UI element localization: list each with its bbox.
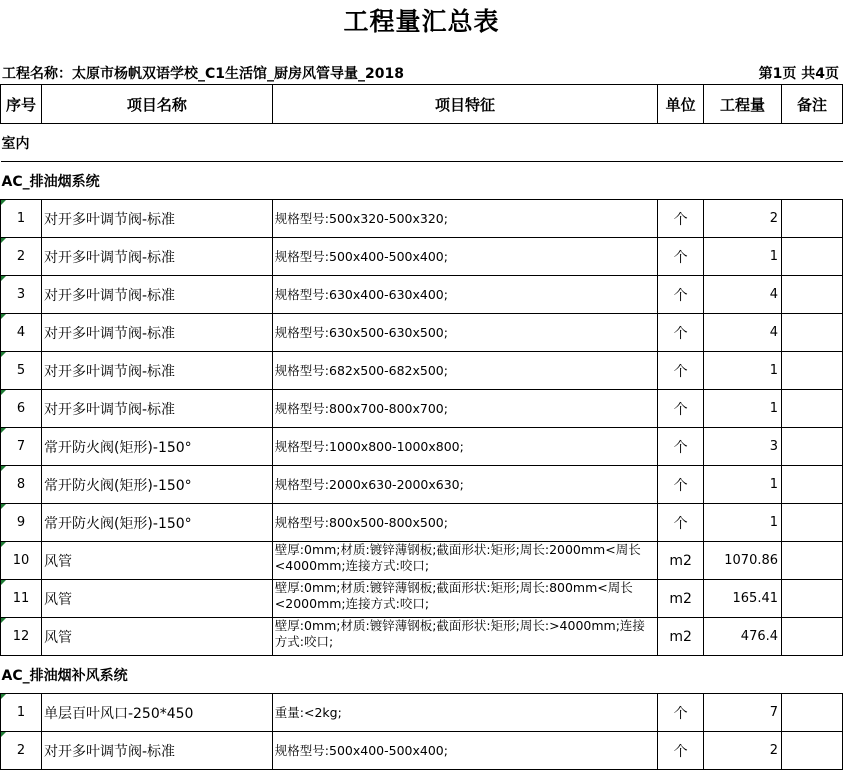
row-feature [272,580,657,618]
row-remark [782,276,843,314]
table-body [1,124,843,200]
table-row [1,504,843,542]
row-feature [272,732,657,770]
feature-text: 规格型号:2000x630-2000x630; [274,477,464,492]
feature-text: 规格型号:682x500-682x500; [274,363,448,378]
row-remark [782,618,843,656]
header-no: 序号 [1,85,42,124]
table-row [1,200,843,238]
row-no: 12 [1,618,42,656]
row-no: 2 [1,238,42,276]
feature-text: 规格型号:630x400-630x400; [274,287,448,302]
row-no: 1 [1,200,42,238]
feature-text: 规格型号:800x500-800x500; [274,515,448,530]
exhaust-rows [1,200,843,656]
header-name: 项目名称 [41,85,272,124]
quantity-table [0,84,843,770]
row-no: 5 [1,352,42,390]
row-unit: 个 [658,352,704,390]
row-qty: 1 [704,504,782,542]
makeup-air-rows [1,694,843,770]
row-qty: 4 [704,276,782,314]
row-qty: 165.41 [704,580,782,618]
row-remark [782,200,843,238]
cell-marker-icon [1,428,6,433]
feature-text: 规格型号:630x500-630x500; [274,325,448,340]
row-remark [782,314,843,352]
feature-text: 壁厚:0mm;材质:镀锌薄钢板;截面形状:矩形;周长:800mm<周长<2000mm;连接方式:咬口; [274,580,633,611]
page-title: 工程量汇总表 [343,7,500,36]
cell-marker-icon [1,542,6,547]
row-unit: 个 [658,314,704,352]
feature-text: 规格型号:500x400-500x400; [274,249,448,264]
row-no: 1 [1,694,42,732]
row-name: 风管 [41,580,272,618]
section-row-indoor [1,124,843,162]
row-unit: 个 [658,732,704,770]
row-remark [782,504,843,542]
row-no: 4 [1,314,42,352]
row-qty: 1 [704,352,782,390]
row-no: 7 [1,428,42,466]
table-row [1,732,843,770]
row-feature [272,466,657,504]
row-feature [272,314,657,352]
row-qty: 1070.86 [704,542,782,580]
row-feature [272,352,657,390]
row-qty: 476.4 [704,618,782,656]
table-header-row [1,85,843,124]
row-no: 10 [1,542,42,580]
row-unit: 个 [658,390,704,428]
row-qty: 1 [704,390,782,428]
feature-text: 规格型号:500x320-500x320; [274,211,448,226]
cell-marker-icon [1,618,6,623]
header-qty: 工程量 [704,85,782,124]
table-row [1,314,843,352]
row-name: 风管 [41,618,272,656]
page-indicator: 第1页 共4页 [758,66,839,82]
row-remark [782,580,843,618]
cell-marker-icon [1,200,6,205]
row-remark [782,542,843,580]
cell-marker-icon [1,276,6,281]
row-feature [272,428,657,466]
table-row [1,276,843,314]
header-remark: 备注 [782,85,843,124]
table-row [1,428,843,466]
row-qty: 7 [704,694,782,732]
row-no: 3 [1,276,42,314]
row-feature [272,200,657,238]
table-row [1,542,843,580]
document-meta [0,63,843,83]
feature-text: 规格型号:1000x800-1000x800; [274,439,464,454]
row-qty: 1 [704,238,782,276]
row-feature [272,694,657,732]
row-unit: 个 [658,694,704,732]
row-no: 8 [1,466,42,504]
row-unit: 个 [658,504,704,542]
row-unit: m2 [658,580,704,618]
row-no: 2 [1,732,42,770]
cell-marker-icon [1,694,6,699]
row-remark [782,390,843,428]
header-feature: 项目特征 [272,85,657,124]
row-name: 对开多叶调节阀-标准 [41,314,272,352]
feature-text: 重量:<2kg; [274,705,342,720]
table-row [1,466,843,504]
row-qty: 3 [704,428,782,466]
feature-text: 壁厚:0mm;材质:镀锌薄钢板;截面形状:矩形;周长:>4000mm;连接方式:咬口; [274,618,645,649]
row-feature [272,238,657,276]
project-name: 工程名称：太原市杨帆双语学校_C1生活馆_厨房风管导量_2018 [2,66,404,82]
row-qty: 2 [704,732,782,770]
row-unit: 个 [658,428,704,466]
row-name: 风管 [41,542,272,580]
row-no: 11 [1,580,42,618]
row-unit: 个 [658,466,704,504]
row-no: 9 [1,504,42,542]
table-row [1,390,843,428]
row-unit: 个 [658,200,704,238]
row-feature [272,618,657,656]
row-name: 对开多叶调节阀-标准 [41,352,272,390]
row-name: 常开防火阀(矩形)-150° [41,466,272,504]
row-unit: 个 [658,238,704,276]
header-unit: 单位 [658,85,704,124]
table-row [1,618,843,656]
row-remark [782,732,843,770]
row-name: 对开多叶调节阀-标准 [41,238,272,276]
feature-text: 规格型号:800x700-800x700; [274,401,448,416]
cell-marker-icon [1,504,6,509]
row-feature [272,504,657,542]
row-remark [782,466,843,504]
row-qty: 2 [704,200,782,238]
feature-text: 规格型号:500x400-500x400; [274,743,448,758]
section-label: AC_排油烟系统 [1,162,843,200]
section-row-exhaust [1,162,843,200]
feature-text: 壁厚:0mm;材质:镀锌薄钢板;截面形状:矩形;周长:2000mm<周长<4000mm;连接方式:咬口; [274,542,641,573]
row-unit: m2 [658,618,704,656]
row-unit: m2 [658,542,704,580]
row-remark [782,694,843,732]
cell-marker-icon [1,390,6,395]
row-name: 单层百叶风口-250*450 [41,694,272,732]
section-row-makeup-air [1,656,843,694]
row-name: 对开多叶调节阀-标准 [41,390,272,428]
row-feature [272,542,657,580]
row-unit: 个 [658,276,704,314]
row-feature [272,390,657,428]
row-remark [782,428,843,466]
row-name: 对开多叶调节阀-标准 [41,200,272,238]
table-row [1,238,843,276]
cell-marker-icon [1,732,6,737]
cell-marker-icon [1,238,6,243]
row-qty: 4 [704,314,782,352]
table-row [1,694,843,732]
row-remark [782,238,843,276]
section-label: AC_排油烟补风系统 [1,656,843,694]
row-name: 常开防火阀(矩形)-150° [41,504,272,542]
row-remark [782,352,843,390]
row-name: 对开多叶调节阀-标准 [41,732,272,770]
cell-marker-icon [1,314,6,319]
row-qty: 1 [704,466,782,504]
row-feature [272,276,657,314]
table-row [1,352,843,390]
section-label: 室内 [1,124,843,162]
row-name: 对开多叶调节阀-标准 [41,276,272,314]
cell-marker-icon [1,580,6,585]
cell-marker-icon [1,466,6,471]
row-no: 6 [1,390,42,428]
row-name: 常开防火阀(矩形)-150° [41,428,272,466]
cell-marker-icon [1,352,6,357]
table-row [1,580,843,618]
section-makeup [1,656,843,694]
